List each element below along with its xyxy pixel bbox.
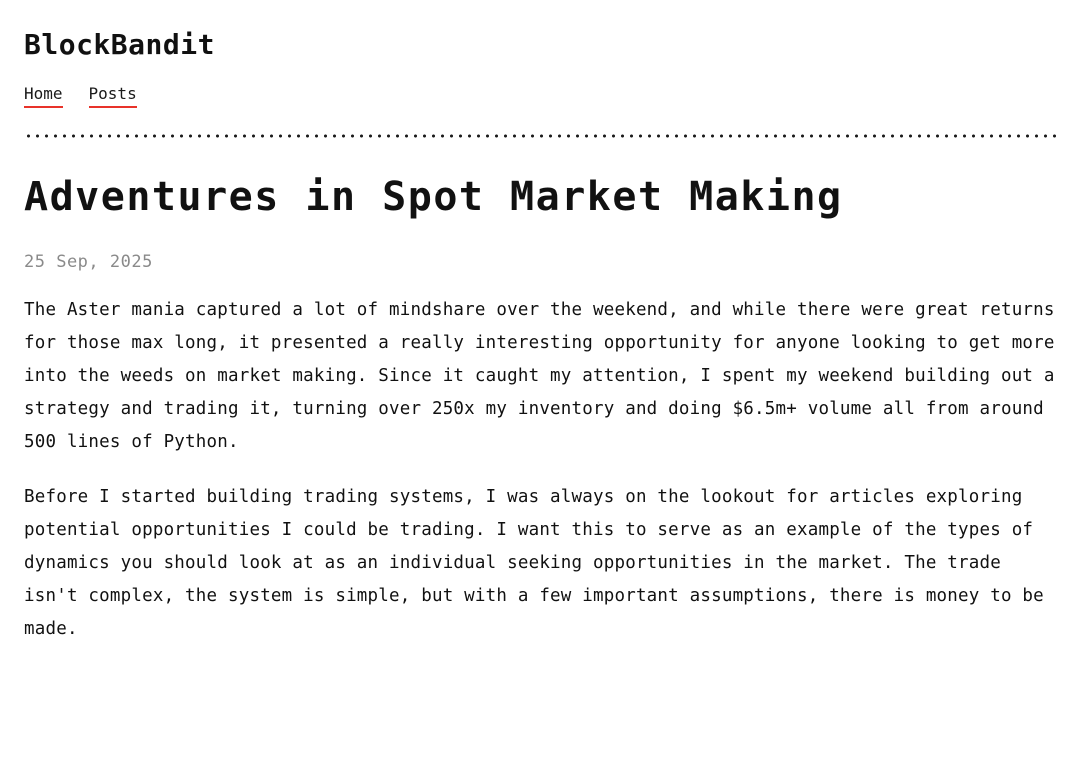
nav-item-posts[interactable]: Posts xyxy=(89,84,137,108)
post-title: Adventures in Spot Market Making xyxy=(24,173,843,220)
post-date: 25 Sep, 2025 xyxy=(24,251,153,272)
post-paragraph: The Aster mania captured a lot of mindshare over the weekend, and while there were great returns for those max long, it presented a really interesting opportunity for anyone looking to get more into the weeds on market making. Since it caught my attention, I spent my weekend building out a strategy and trading it, turning over 250x my inventory and doing $6.5m+ volume all from around 500 lines of Python. xyxy=(24,299,1055,452)
dotted-divider xyxy=(24,134,1056,138)
nav-item-home[interactable]: Home xyxy=(24,84,63,108)
main-navigation xyxy=(24,84,1056,108)
site-title: BlockBandit xyxy=(24,28,215,61)
post-paragraph: Before I started building trading systems, I was always on the lookout for articles exploring potential opportunities I could be trading. I want this to serve as an example of the types of dynamics you should look at as an individual seeking opportunities in the market. The trade isn't complex, the system is simple, but with a few important assumptions, there is money to be made. xyxy=(24,486,1044,639)
